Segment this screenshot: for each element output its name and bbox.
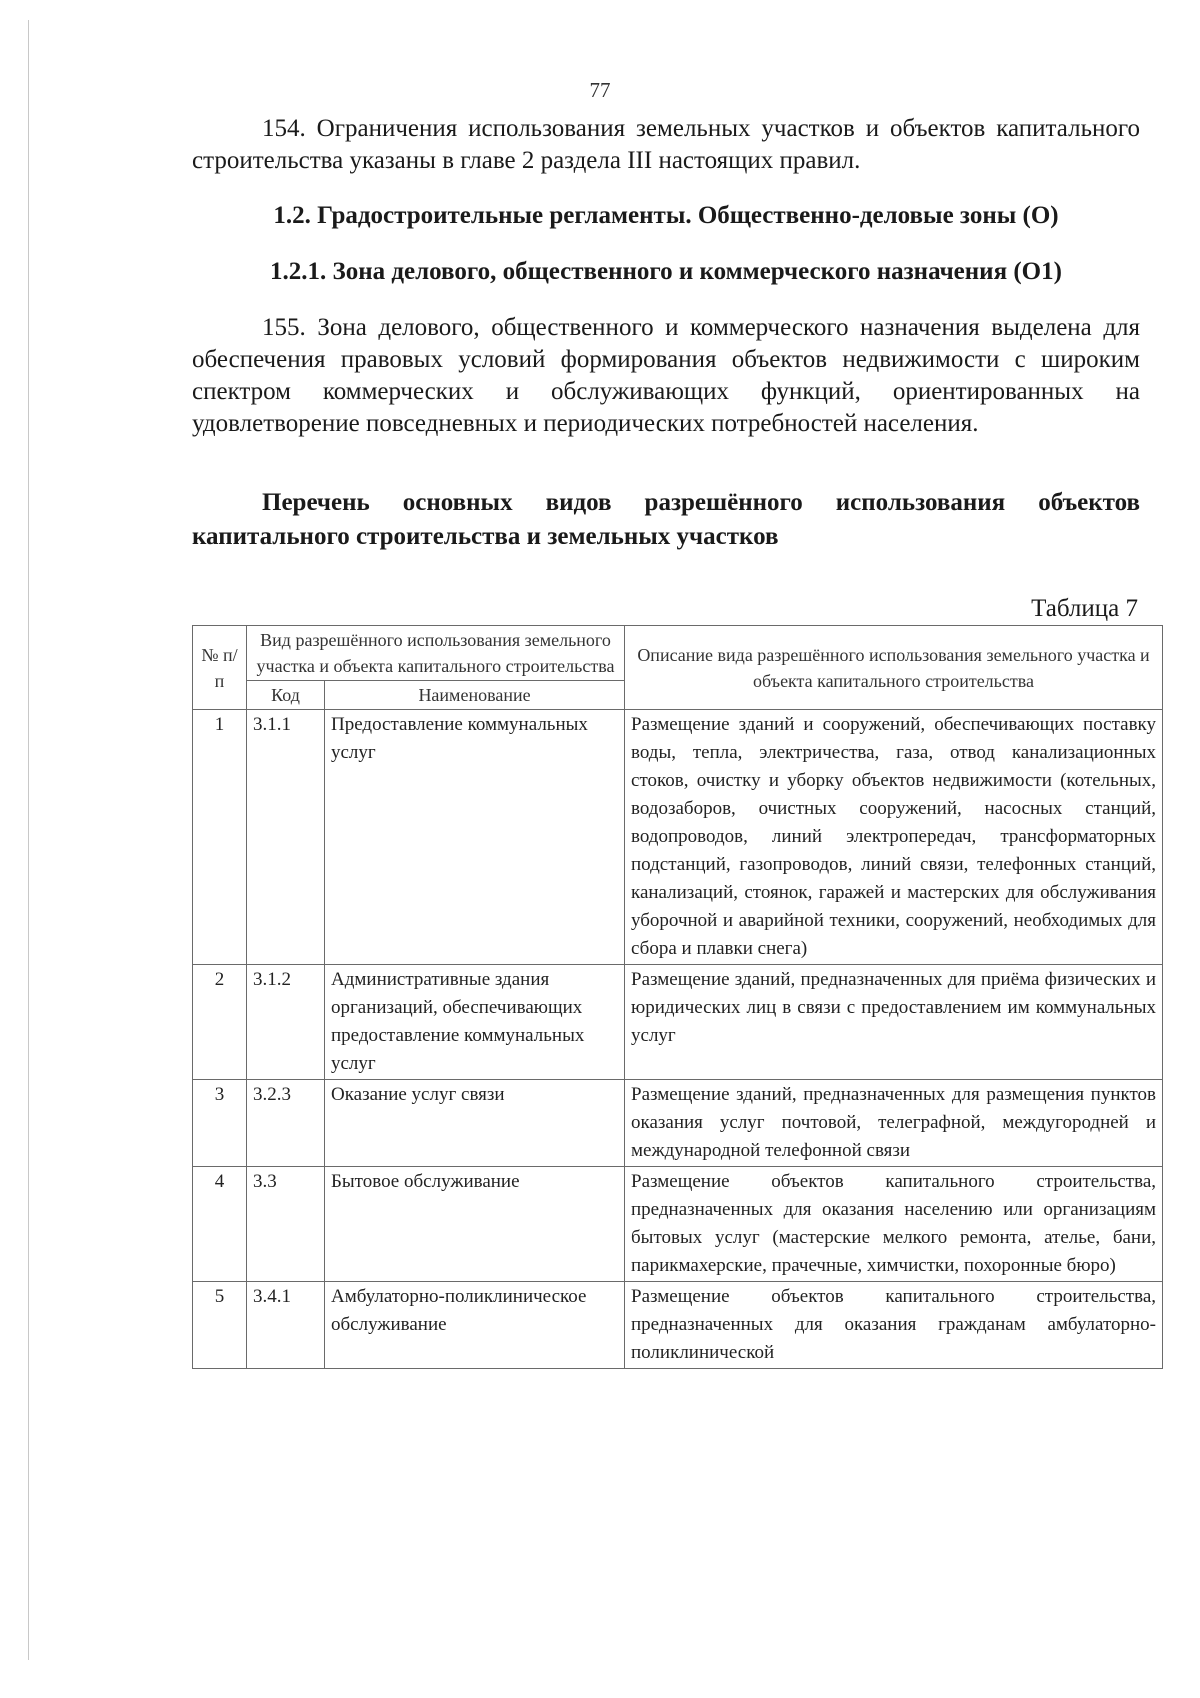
header-group: Вид разрешённого использования земельного участка и объекта капитального строительства (247, 626, 625, 681)
cell-num: 4 (193, 1167, 247, 1282)
page-number: 77 (589, 78, 611, 102)
paragraph-154-number: 154. (262, 115, 306, 142)
scan-edge-line (28, 20, 29, 1660)
table-row (193, 1282, 1163, 1369)
cell-num: 2 (193, 965, 247, 1080)
paragraph-154-text: Ограничения использования земельных участков и объектов капитального строительства указаны в главе 2 раздела III настоящих правил. (192, 115, 1140, 174)
cell-code: 3.1.2 (247, 965, 325, 1080)
cell-name: Амбулаторно-поликлиническое обслуживание (325, 1282, 625, 1369)
section-heading: 1.2. Градостроительные регламенты. Общественно-деловые зоны (О) (273, 202, 1059, 229)
header-num: № п/п (193, 626, 247, 710)
cell-description: Размещение зданий, предназначенных для приёма физических и юридических лиц в связи с предоставлением им коммунальных услуг (625, 965, 1163, 1080)
header-code: Код (247, 681, 325, 710)
table-row (193, 965, 1163, 1080)
table-row (193, 710, 1163, 965)
header-name: Наименование (325, 681, 625, 710)
cell-description: Размещение объектов капитального строительства, предназначенных для оказания гражданам амбулаторно-поликлинической (625, 1282, 1163, 1369)
cell-code: 3.3 (247, 1167, 325, 1282)
list-title-text: Перечень основных видов разрешённого использования объектов капитального строительства и земельных участков (192, 489, 1140, 550)
cell-code: 3.1.1 (247, 710, 325, 965)
cell-name: Оказание услуг связи (325, 1080, 625, 1167)
cell-description: Размещение объектов капитального строительства, предназначенных для оказания населению или организациям бытовых услуг (мастерские мелкого ремонта, ателье, бани, парикмахерские, прачечные, химчистки, похоронные бюро) (625, 1167, 1163, 1282)
paragraph-155-text: Зона делового, общественного и коммерческого назначения выделена для обеспечения правовых условий формирования объектов недвижимости с широким спектром коммерческих и обслуживающих функций, ориентированных на удовлетворение повседневных и периодических потребностей населения. (192, 314, 1141, 437)
table-row (193, 1080, 1163, 1167)
cell-name: Бытовое обслуживание (325, 1167, 625, 1282)
subsection-heading: 1.2.1. Зона делового, общественного и коммерческого назначения (О1) (270, 258, 1062, 285)
cell-description: Размещение зданий, предназначенных для размещения пунктов оказания услуг почтовой, телеграфной, междугородней и международной телефонной связи (625, 1080, 1163, 1167)
header-description: Описание вида разрешённого использования земельного участка и объекта капитального строительства (625, 626, 1163, 710)
table-row (193, 1167, 1163, 1282)
cell-name: Административные здания организаций, обеспечивающих предоставление коммунальных услуг (325, 965, 625, 1080)
cell-num: 1 (193, 710, 247, 965)
cell-code: 3.2.3 (247, 1080, 325, 1167)
paragraph-155-number: 155. (262, 314, 306, 341)
paragraph-154 (192, 113, 1140, 177)
table-label: Таблица 7 (1031, 595, 1138, 622)
cell-num: 5 (193, 1282, 247, 1369)
list-title (192, 486, 1140, 554)
paragraph-155 (192, 312, 1140, 440)
cell-code: 3.4.1 (247, 1282, 325, 1369)
cell-description: Размещение зданий и сооружений, обеспечивающих поставку воды, тепла, электричества, газа, отвод канализационных стоков, очистку и уборку объектов недвижимости (котельных, водозаборов, очистных сооружений, насосных станций, водопроводов, линий электропередач, трансформаторных подстанций, газопроводов, линий связи, телефонных станций, канализаций, стоянок, гаражей и мастерских для обслуживания уборочной и аварийной техники, сооружений, необходимых для сбора и плавки снега) (625, 710, 1163, 965)
regulation-table (192, 625, 1163, 1369)
cell-num: 3 (193, 1080, 247, 1167)
cell-name: Предоставление коммунальных услуг (325, 710, 625, 965)
